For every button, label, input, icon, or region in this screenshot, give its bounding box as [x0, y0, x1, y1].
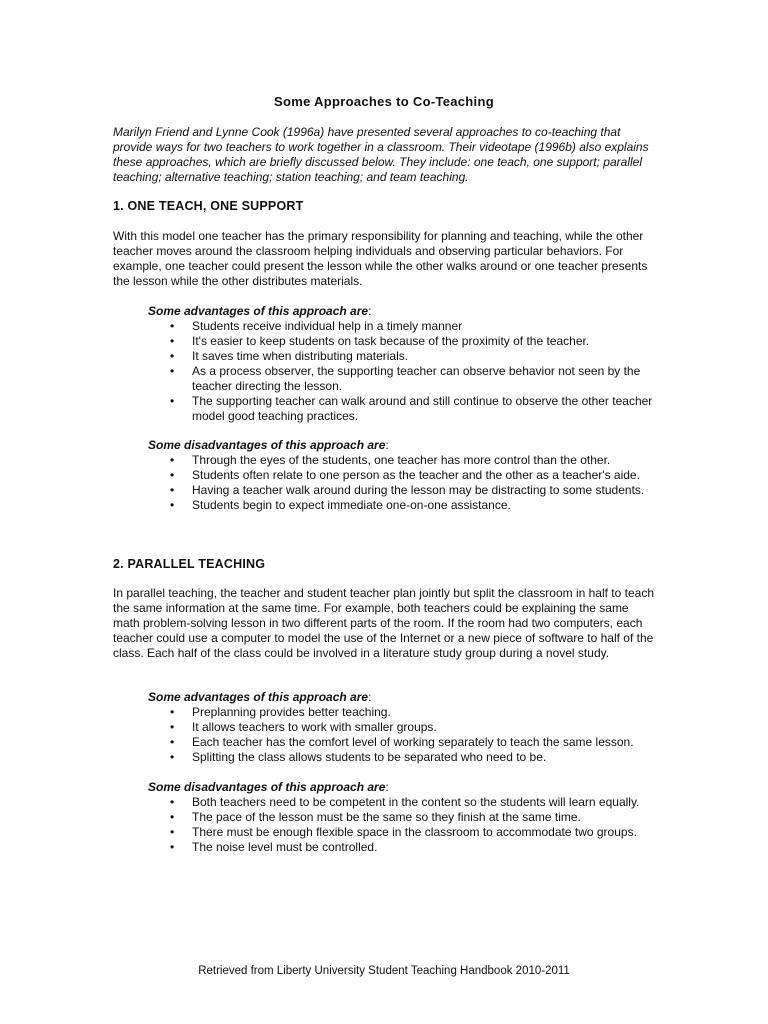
list-item: • The noise level must be controlled.	[148, 840, 668, 855]
list-item: • As a process observer, the supporting teacher can observe behavior not seen by the teacher directing the lesson.	[148, 364, 668, 394]
section-2-disadvantages-heading: Some disadvantages of this approach are:	[148, 780, 389, 794]
section-2-advantages-heading: Some advantages of this approach are:	[148, 690, 372, 704]
list-item: • Students often relate to one person as the teacher and the other as a teacher's aide.	[148, 468, 668, 483]
section-1-advantages-heading: Some advantages of this approach are:	[148, 304, 372, 318]
list-item: • Both teachers need to be competent in the content so the students will learn equally.	[148, 795, 668, 810]
page-footer: Retrieved from Liberty University Student Teaching Handbook 2010-2011	[198, 965, 570, 977]
section-1-disadvantages-heading: Some disadvantages of this approach are:	[148, 438, 389, 452]
list-item: • It allows teachers to work with smaller groups.	[148, 720, 668, 735]
list-item: • It's easier to keep students on task because of the proximity of the teacher.	[148, 334, 668, 349]
list-item: • The supporting teacher can walk around and still continue to observe the other teacher model good teaching practices.	[148, 394, 668, 424]
section-1-advantages-list	[148, 319, 668, 424]
section-1-disadvantages-list	[148, 453, 668, 513]
list-item: • It saves time when distributing materials.	[148, 349, 668, 364]
list-item: • There must be enough flexible space in the classroom to accommodate two groups.	[148, 825, 668, 840]
section-1-paragraph: With this model one teacher has the primary responsibility for planning and teaching, while the other teacher moves around the classroom helping individuals and observing particular behaviors. For example, one teacher could present the lesson while the other walks around or one teacher presents the lesson while the other distributes materials.	[113, 229, 648, 288]
section-2-disadvantages-list	[148, 795, 668, 855]
section-heading-parallel-teaching: 2. PARALLEL TEACHING	[113, 557, 266, 571]
list-item: • Each teacher has the comfort level of working separately to teach the same lesson.	[148, 735, 668, 750]
page-title: Some Approaches to Co-Teaching	[274, 94, 494, 109]
list-item: • Students begin to expect immediate one-on-one assistance.	[148, 498, 668, 513]
section-heading-one-teach-one-support: 1. ONE TEACH, ONE SUPPORT	[113, 199, 304, 213]
list-item: • The pace of the lesson must be the same so they finish at the same time.	[148, 810, 668, 825]
list-item: • Students receive individual help in a timely manner	[148, 319, 668, 334]
section-2-advantages-list	[148, 705, 668, 765]
list-item: • Preplanning provides better teaching.	[148, 705, 668, 720]
section-2-paragraph: In parallel teaching, the teacher and student teacher plan jointly but split the classroom in half to teach the same information at the same time. For example, both teachers could be explaining the same math problem-solving lesson in two different parts of the room. If the room had two computers, each teacher could use a computer to model the use of the Internet or a new piece of software to half of the class. Each half of the class could be involved in a literature study group during a novel study.	[113, 586, 654, 660]
list-item: • Through the eyes of the students, one teacher has more control than the other.	[148, 453, 668, 468]
list-item: • Having a teacher walk around during the lesson may be distracting to some students.	[148, 483, 668, 498]
list-item: • Splitting the class allows students to be separated who need to be.	[148, 750, 668, 765]
intro-paragraph: Marilyn Friend and Lynne Cook (1996a) have presented several approaches to co-teaching that provide ways for two teachers to work together in a classroom. Their videotape (1996b) also explains these approaches, which are briefly discussed below. They include: one teach, one support; parallel teaching; alternative teaching; station teaching; and team teaching.	[113, 125, 649, 184]
